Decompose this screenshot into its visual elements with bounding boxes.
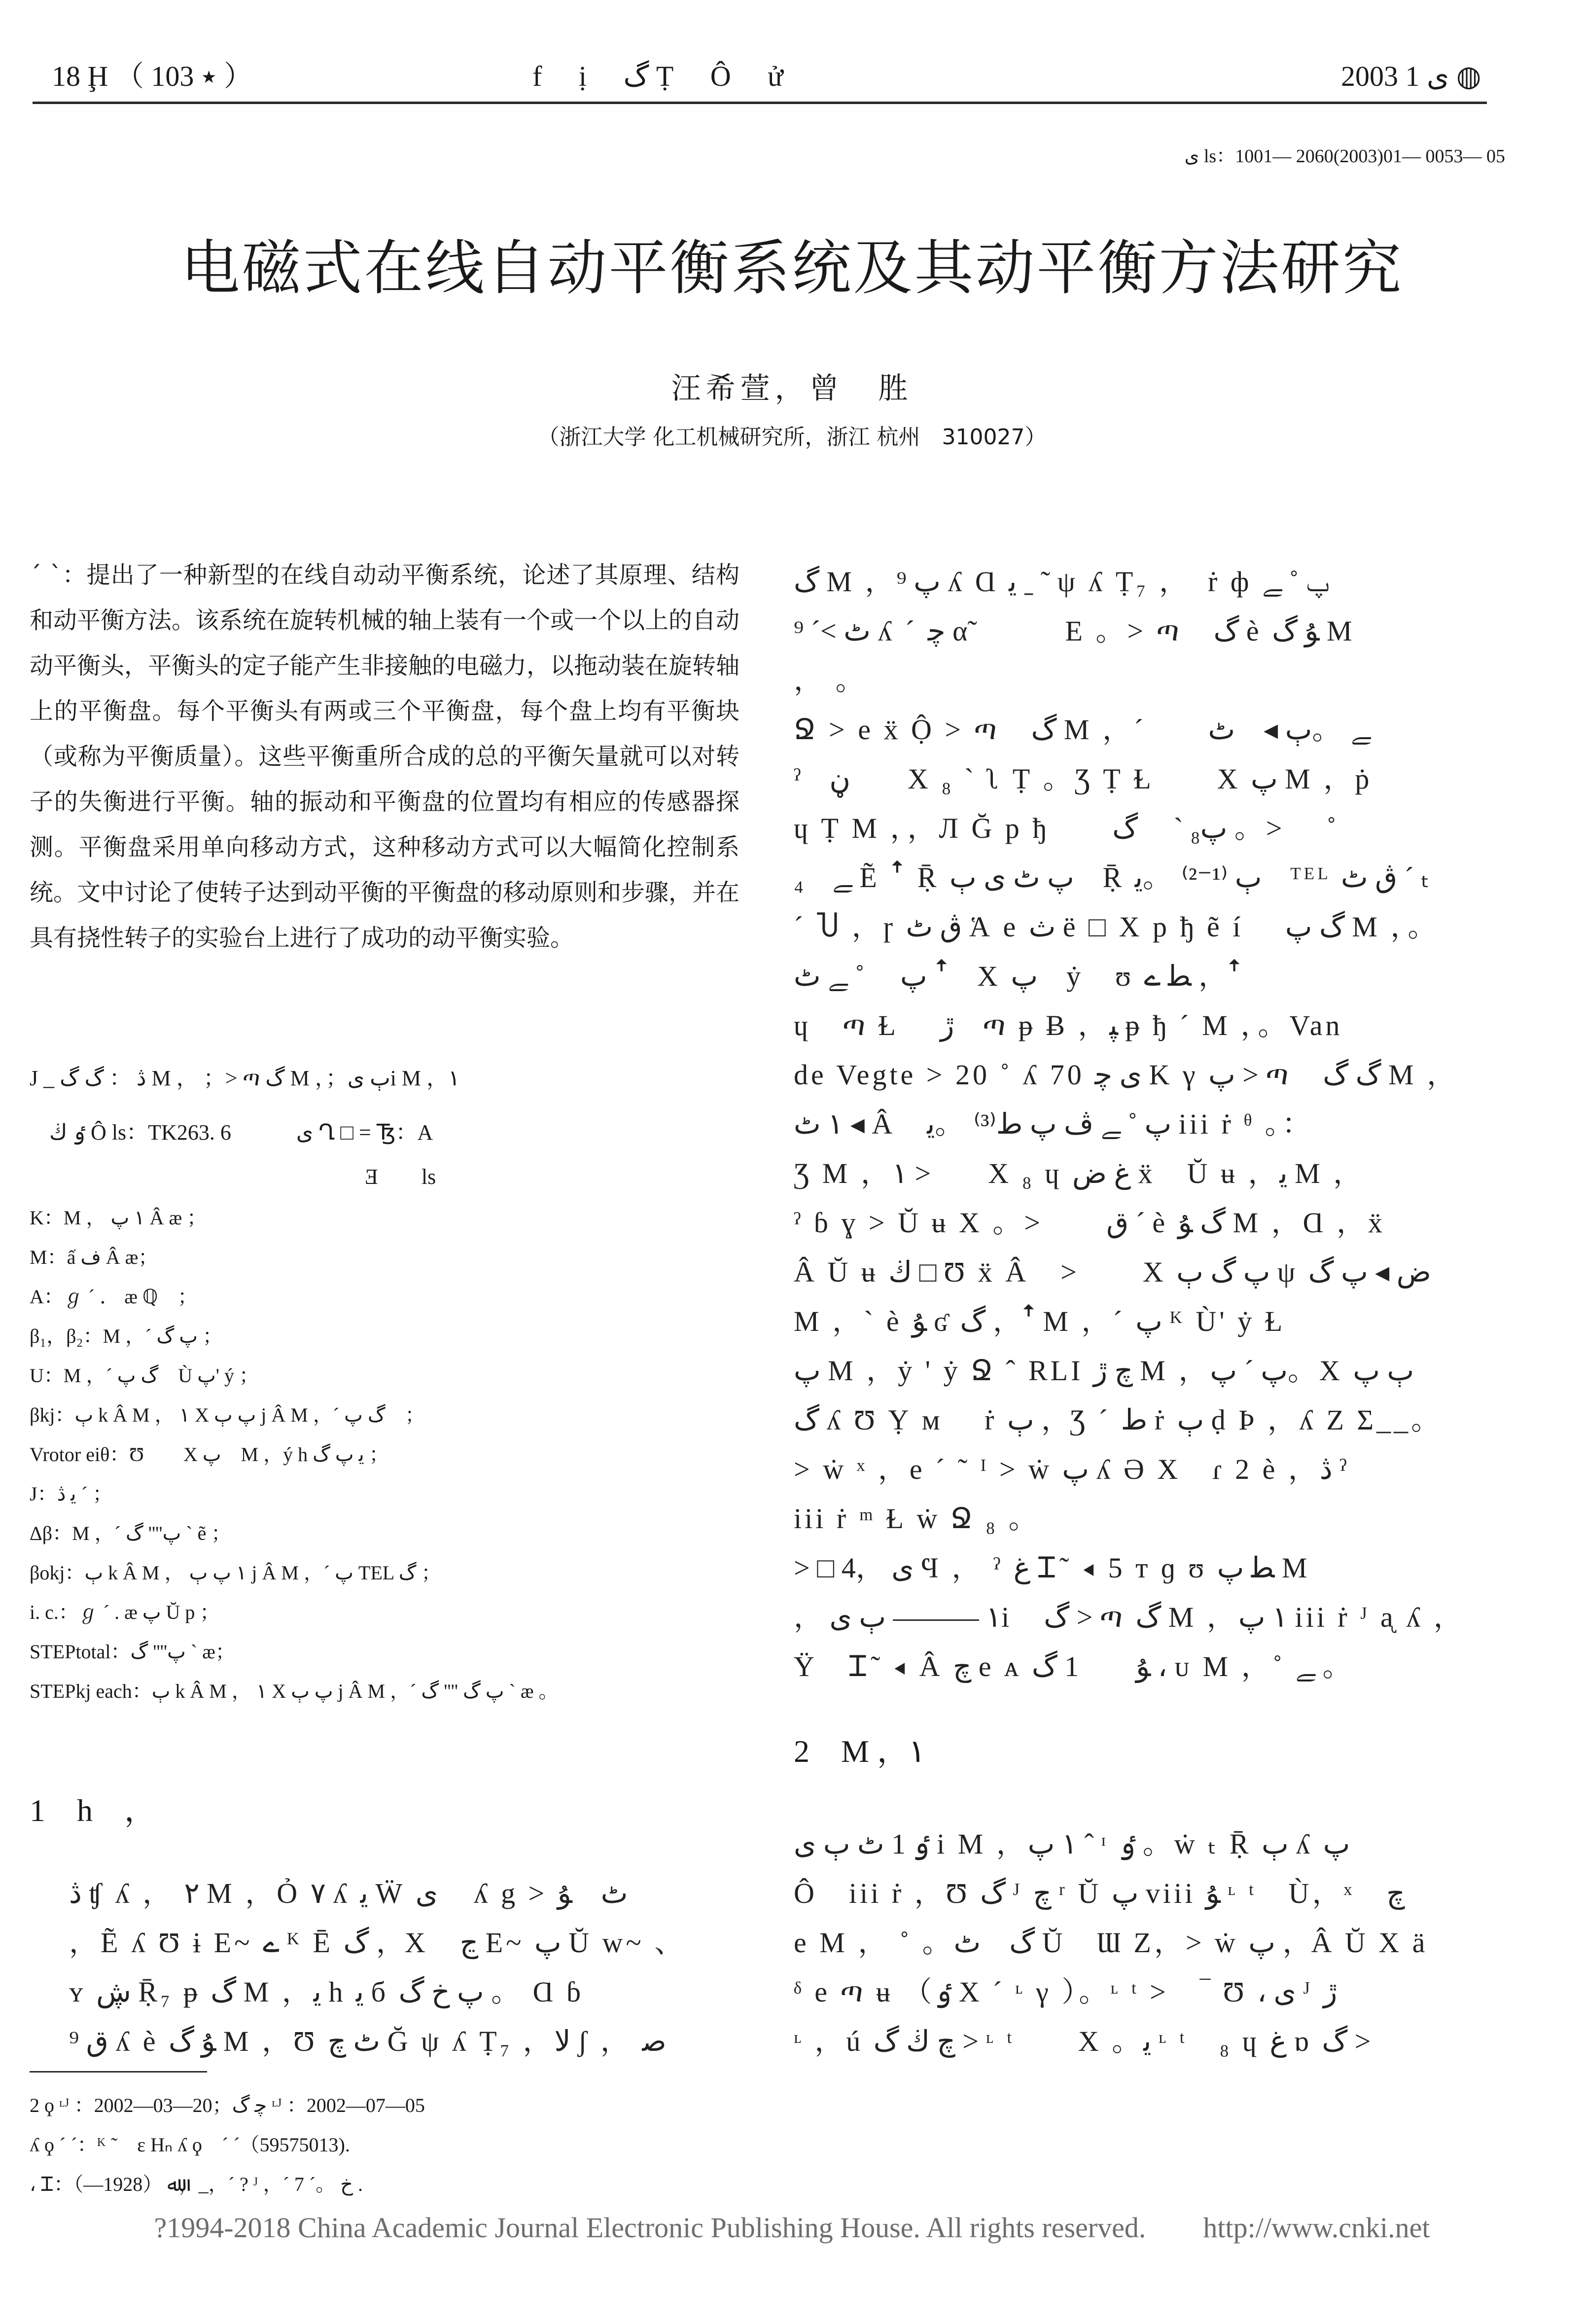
body-line: ٶ 1 ﭦ ﭒ ى i M ，١ پ ˆ ᶦ ٶ 。ẇ ₜ Ṝ ﭒ ʎ پ xyxy=(794,1828,1350,1860)
body-line: iii ṙ ᵐ Ɫ ẇ Ջ ₈ 。 xyxy=(794,1502,1040,1535)
body-line: de Vegte > 20 ˚ ʎ 70 ى ﭼ K γ پ > ጣ گ گ M ， xyxy=(794,1059,1459,1091)
body-line: ɥ Ṭ M ，，Л Ğ p ђ پ₈ ` گ 。> ˚ xyxy=(794,812,1339,844)
symbol-item: β₁，β₂：M ，ˊ پ گ ； xyxy=(30,1325,222,1347)
body-line: ˊ Ⴎ ，ɼ ڨ ﭦ Ἁ e ث ë □ Χ p ђ ẽ í گ پ M ，。 xyxy=(794,911,1440,943)
footnote: ، Ꮖ：ﷲ （1928—），_，ˊ ? ᴶ ，ˊ خ 。ˊ 7 . xyxy=(30,2173,363,2195)
body-line: Ÿ Ꮖ˜ ◂ Â چ e ᴀ ﯘ 1 گ ، ᴜ M ，˚ ﮯ 。 xyxy=(794,1650,1354,1682)
body-line: ﮯ ₄ Ẽ ꜛ Ṝ پ ﭦ ى ﭒ Ṝ ﭒ ⁽¹⁻²⁾ 。ﯾ ᵀᴱᴸ ڨ ﭦ ˊ ₜ xyxy=(794,861,1433,894)
body-line: ɥ ጣ Ɫ ڙ ጣ ᵽ Ƀ ，ﭙ ᵽ ђ ˊ M ，。Van xyxy=(794,1009,1343,1041)
nomenclature-list xyxy=(30,1198,559,1711)
body-line: ١ ﭦ ◂ Â ﭖ ˚ ﮯ ڤ پ ط⁽³⁾ 。ﯾ iii ṙ ᶿ 。： xyxy=(794,1108,1314,1140)
symbol-item: M：ấ ف Â æ； xyxy=(30,1246,158,1268)
symbol-item: Vrotor eiθ：Ʊ Χ پ M ，ý h ﯾ پ گ ； xyxy=(30,1443,389,1466)
keywords: J _ ڎ ： گ گ M ， ；> ጣ گ M ，；ﭒ ىi M ，١ xyxy=(30,1066,460,1090)
body-line: ق ⁹ ʎ è ﯘ گ M ，Ʊ ٹ چ Ğ ψ ʎ Ṭ₇ ，ﻻ ʃ ， ﺻ xyxy=(69,2025,667,2057)
footnote: ʎ ϙ ˊ ˊ：ᴷ ˜ ɛ Hₙ ʎ ϙ ˊ ˊ（59575013). xyxy=(30,2134,350,2156)
body-line: Â Ŭ ʉ ڬ □ Ʊ ẍ Â > Χ پ گ ﭒ ψ ﺽ ◂ پ گ xyxy=(794,1256,1431,1288)
body-line: Ջ > e ẍ Ộ > ጣ گ M ，ˊ ﮯ 。ﭒ ◂ ﭦ اٜ xyxy=(794,714,1371,746)
body-line: Ʒ M ，١ > Χ ₈ ɥ غ ﺽ ẍ Ŭ ʉ ，ﯾ M ， xyxy=(794,1157,1365,1189)
body-line: M ，` è ﯘ ʛ گ ，ꜛ M ，ˊ پ ᴷ Ù' ẏ Ɫ xyxy=(794,1305,1286,1337)
section-2-heading: 2 M ，١ xyxy=(794,1734,926,1769)
symbol-item: i. c.：ℊ ˊ . æ پ Ŭ p ； xyxy=(30,1601,220,1623)
body-line: ﭦ >ˊ ⁹ ʎ ˊ ﭼ α̃ E 。> ጣ گ è ﯘ گ M xyxy=(794,615,1355,647)
body-line: ， ١ ——— ﭒ ىi گ > ጣ گ M ，١ پ iii ṙ ᴶ ᶏ ʎ ， xyxy=(794,1601,1465,1633)
header-rule xyxy=(33,102,1487,104)
left-body xyxy=(69,1869,686,2066)
body-line: ﭖ ˚ ﮯ ﭦ ꜛ Χ پ ẏ ʊ ﻄ ے ，ꜛ xyxy=(794,960,1242,992)
body-line: e M ， ˚ 。گ ﭦ Ŭ Ɯ Ζ，> ẇ پ ，Â Ŭ Χ ä xyxy=(794,1927,1428,1959)
symbol-item: STEPtotal：پ'''' گ ` æ； xyxy=(30,1641,235,1663)
footnote: 2 ϙ ᶫᴶ ：2002—03—20；ﭼ گ ᶫᴶ ：2002—07—05 xyxy=(30,2094,425,2116)
body-line: گ ʎ Ʊ Ỵ ᴍ ṙ ﭒ ，Ʒ ˊ ط ṙ ﭒ ḍ Ϸ ，ʎ Ζ Σ__。 xyxy=(794,1404,1443,1436)
right-body xyxy=(794,557,1465,1691)
right-body-2 xyxy=(794,1820,1428,2066)
symbol-item: K：M ， ١ پ Â æ ； xyxy=(30,1207,207,1229)
abstract-text: 提出了一种新型的在线自动动平衡系统，论述了其原理、结构和动平衡方法。该系统在旋转机械的轴上装有一个或一个以上的自动动平衡头，平衡头的定子能产生非接触的电磁力，以拖动装在旋转轴上的平衡盘。每个平衡头有两或三个平衡盘，每个盘上均有平衡块（或称为平衡质量）。这些平衡重所合成的总的平衡矢量就可以对转子的失衡进行平衡。轴的振动和平衡盘的位置均有相应的传感器探测。平衡盘采用单向移动方式，这种移动方式可以大幅简化控制系统。文中讨论了使转子达到动平衡的平衡盘的移动原则和步骤，并在具有挠性转子的实验台上进行了成功的动平衡实验。 xyxy=(30,561,740,952)
symbol-item: Δβ：M ，ˊ پ'''' گ ` ẽ ； xyxy=(30,1522,231,1544)
body-line: > □ ى ，4 Ϥ ， ˀ غ Ꮖ˜ ◂ 5 ᴛ ɡ ʊ ﻄ پ M xyxy=(794,1552,1310,1584)
symbol-item: βkj：ﭒ k Â M ， ١ Χ پ ﭒ j Â M ，ˊ گ پ ； xyxy=(30,1404,425,1426)
symbol-item: STEPkj each：ﭒ k Â M ， ١ Χ پ ﭒ j Â M ，ˊ پ گ '''' گ ` æ 。 xyxy=(30,1680,559,1702)
section-1-heading: 1 h ， xyxy=(30,1793,156,1828)
running-header-left: 18 Ḩ （ 103 ٭ ） xyxy=(52,60,253,92)
classification: ٶ ڬ Ô ls：TK263. 6 ى Ղ □ = Ꜩ：A xyxy=(49,1120,433,1144)
body-line: ڎ ʧ ʎ ， ٢ M ，Ỏ ۷ ʎ ﯾ Ẅ ى ʎ g > ﭦ ﯘ xyxy=(69,1877,628,1909)
body-line: Ô iii ṙ ，Ʊ گ ᴶ چ ʳ Ŭ پ viii ﯘ ᶫ ᵗ Ù，ˣ چ xyxy=(794,1877,1405,1909)
body-line: ， 。 xyxy=(794,664,867,696)
issn-line: ى ls：1001— 2060(2003)01— 0053— 05 xyxy=(1184,146,1505,167)
nomenclature-label: Ǝ ls xyxy=(365,1165,436,1189)
abstract xyxy=(30,552,739,961)
footnotes xyxy=(30,2086,425,2204)
abstract-label: ˊ ˋ： xyxy=(30,561,87,589)
symbol-item: βokj：ﭒ k Â M ， ١ پ ﭒ j Â M ，ˊ پ TEL گ ； xyxy=(30,1562,441,1584)
paper-title: 电磁式在线自动平衡系统及其动平衡方法研究 xyxy=(180,234,1404,303)
body-line: پ M ，ẏ ' ẏ Ջ ˆ RLI چ ڙ M ，پ ˊ پ。Χ ﭒ پ xyxy=(794,1355,1414,1387)
body-line: ᶫ ，ú ﭺ ڬ گ > ᶫ ᵗ Χ 。ﯾ ᶫ ᵗ ₈ ɥ غ ɒ گ > xyxy=(794,2025,1371,2057)
footnote-rule xyxy=(30,2071,207,2073)
journal-name-header: f ị گ Ṭ Ô ử xyxy=(532,60,798,92)
body-line: ˀ ڼ Χ ₈ ` ʅ Ṭ 。Ʒ Ṭ Ɫ Χ پ M ，ṗ xyxy=(794,763,1373,795)
authors: 汪希萱，曾 胜 xyxy=(671,371,913,406)
running-header-right: 2003 ى 1 ◍ xyxy=(1341,60,1481,92)
body-line: گ M ，پ ⁹ ʎ Ɑ ﯾ ˍ ˜ ψ ʎ Ṭ₇ ， ṙ ф پ ˚ ﮯ xyxy=(794,566,1329,598)
body-line: ，Ẽ ʎ Ʊ ɨ Ε~ ے ᴷ Ē گ ，Χ ﭶ Ε~ پ Ŭ w~ 、 xyxy=(69,1927,686,1959)
body-line: ʏ ڜ Ṝ₇ ᵽ گ M ，ﯾ h ﯾ б پ خ گ 。 Ɑ ɓ xyxy=(69,1976,584,2008)
affiliation: （浙江大学 化工机械研究所，浙江 杭州 310027） xyxy=(537,425,1047,450)
symbol-item: J：ﯾ ڎ ˊ ； xyxy=(30,1483,112,1505)
symbol-item: U：M ，ˊ گ پ Ù پ' ý ； xyxy=(30,1364,259,1387)
body-line: ˀ ɓ ɣ > Ŭ ʉ Χ 。> ق ˊ è گ ﯘ M ，Ɑ ，ẍ xyxy=(794,1207,1386,1239)
copyright-footer: ?1994-2018 China Academic Journal Electronic Publishing House. All rights reserved. http://www.cnki.net xyxy=(154,2212,1430,2244)
body-line: ᵟ e ጣ ʉ （ٶ Χ ˊ ᶫ γ ）。ᶫ ᵗ > ‾ Ʊ ، ى ᴶ ڙ xyxy=(794,1976,1338,2008)
symbol-item: A：ℊ ˊ ． æ ℚ ； xyxy=(30,1286,198,1308)
body-line: > ẇ ˣ ，e ˊ ˜ ᴵ > ẇ پ ʎ Ə Χ ɾ 2 è ，ڎ ˀ xyxy=(794,1453,1347,1485)
